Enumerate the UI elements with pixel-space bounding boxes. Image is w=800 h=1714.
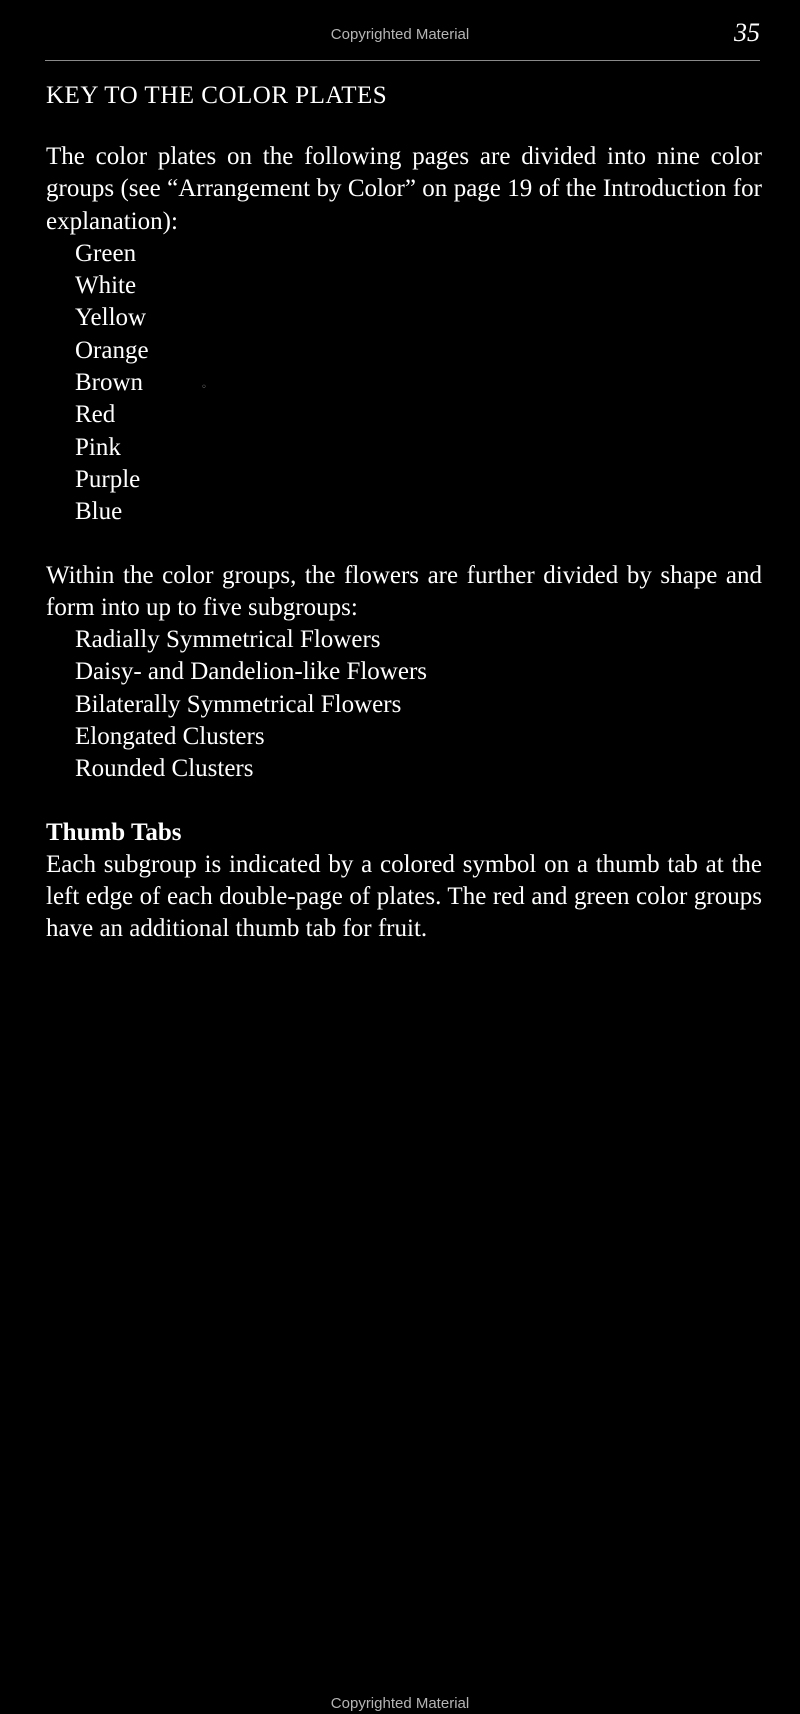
intro-paragraph: The color plates on the following pages are divided into nine color groups (see “Arrangement by Color” on page 19 of the Introduction for explanation): [46, 143, 762, 235]
scan-speck: ◦ [201, 382, 207, 393]
subgroup-item: Bilaterally Symmetrical Flowers [75, 690, 402, 718]
subgroup-item: Daisy- and Dandelion-like Flowers [75, 658, 428, 686]
subgroup-list [46, 624, 762, 785]
page-number: 35 [734, 18, 760, 47]
color-group-item: Yellow [75, 304, 147, 332]
color-group-item: Blue [75, 498, 123, 526]
copyright-watermark-bottom: Copyrighted Material [330, 1695, 470, 1712]
subgroup-item: Radially Symmetrical Flowers [75, 626, 381, 654]
color-group-item: Purple [75, 465, 141, 493]
color-group-item: White [75, 272, 137, 300]
thumb-tabs-heading: Thumb Tabs [46, 818, 182, 846]
section-title: KEY TO THE COLOR PLATES [46, 82, 388, 109]
thumb-tabs-paragraph: Each subgroup is indicated by a colored symbol on a thumb tab at the left edge of each double-page of plates. The red and green color groups have an additional thumb tab for fruit. [46, 850, 762, 943]
color-group-item: Red [75, 401, 116, 429]
subgroup-item: Rounded Clusters [75, 755, 254, 783]
color-group-item: Orange [75, 336, 149, 364]
subgroups-paragraph: Within the color groups, the flowers are further divided by shape and form into up to five subgroups: [46, 561, 762, 621]
header-rule [45, 60, 760, 61]
page-content [46, 80, 762, 946]
subgroup-item: Elongated Clusters [75, 723, 265, 751]
color-group-item: Green [75, 239, 137, 267]
copyright-watermark-top: Copyrighted Material [330, 26, 470, 43]
color-group-item: Brown [75, 369, 144, 397]
color-group-item: Pink [75, 433, 121, 461]
color-group-list [46, 238, 762, 529]
